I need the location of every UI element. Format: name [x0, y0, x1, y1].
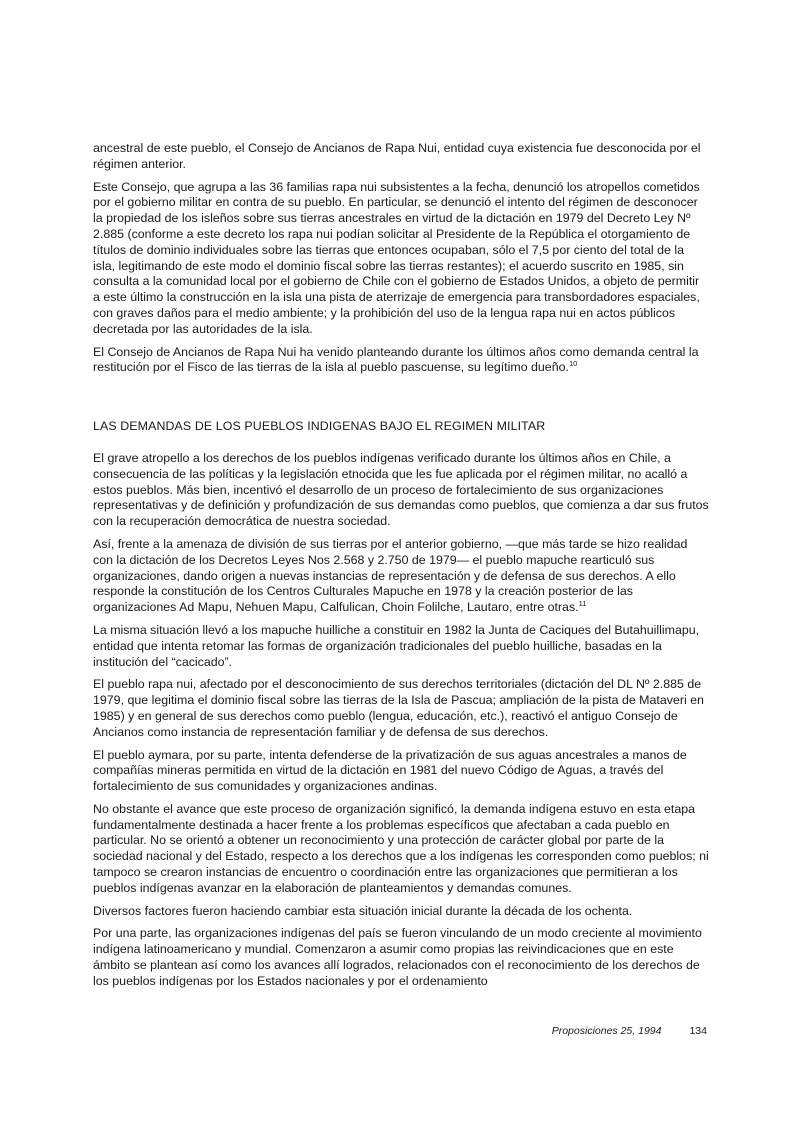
paragraph-consejo-denuncia: [93, 180, 709, 338]
paragraph-huilliche: [93, 623, 709, 670]
paragraph-text: La misma situación llevó a los mapuche huilliche a constituir en 1982 la Junta de Caciques del Butahuillimapu, entidad que intenta retomar las formas de organización tradicionales del pueblo huilliche, basadas en la institución del “cacicado”.: [93, 622, 700, 669]
paragraph-text: No obstante el avance que este proceso de organización significó, la demanda indígena estuvo en esta etapa fundamentalmente destinada a hacer frente a los problemas específicos que afectaban a cada pueblo en particular. No se orientó a obtener un reconocimiento y una protección de carácter global por parte de la sociedad nacional y del Estado, respecto a los derechos que a los indígenas les corresponden como pueblos; ni tampoco se crearon instancias de encuentro o coordinación entre las organizaciones que permitieran a los pueblos indígenas avanzar en la elaboración de planteamientos y demandas comunes.: [93, 801, 709, 895]
paragraph-atropello: [93, 451, 709, 530]
document-page: [93, 141, 709, 997]
paragraph-consejo-intro: [93, 141, 709, 173]
paragraph-consejo-demanda: [93, 345, 709, 377]
paragraph-rapa-nui: [93, 677, 709, 740]
paragraph-avance: [93, 802, 709, 897]
paragraph-factores: [93, 904, 709, 920]
footnote-marker: 10: [568, 359, 578, 369]
paragraph-aymara: [93, 748, 709, 795]
paragraph-text: El grave atropello a los derechos de los pueblos indígenas verificado durante los últimos años en Chile, a consecuencia de las políticas y la legislación etnocida que les fue aplicada por el régimen militar, no acalló a estos pueblos. Más bien, incentivó el desarrollo de un proceso de fortalecimiento de sus organizaciones representativas y de definición y profundización de sus demandas como pueblos, que comienza a dar sus frutos con la recuperación democrática de nuestra sociedad.: [93, 450, 709, 529]
paragraph-vinculacion: [93, 926, 709, 989]
paragraph-text: El pueblo aymara, por su parte, intenta defenderse de la privatización de sus aguas ancestrales a manos de compañías mineras permitida en virtud de la dictación en 1981 del nuevo Código de Aguas, a través del fortalecimiento de sus comunidades y organizaciones andinas.: [93, 747, 687, 794]
paragraph-text: El pueblo rapa nui, afectado por el desconocimiento de sus derechos territoriales (dictación del DL Nº 2.885 de 1979, que legitima el dominio fiscal sobre las tierras de la Isla de Pascua; ampliación de la pista de Mataveri en 1985) y en general de sus derechos como pueblo (lengua, educación, etc.), reactivó el antiguo Consejo de Ancianos como instancia de representación familiar y de defensa de sus derechos.: [93, 677, 704, 739]
paragraph-text: Así, frente a la amenaza de división de sus tierras por el anterior gobierno, —que más tarde se hizo realidad con la dictación de los Decretos Leyes Nos 2.568 y 2.750 de 1979— el pueblo mapuche rearticuló sus organizaciones, dando origen a nuevas instancias de representación y de defensa de sus derechos. A ello responde la constitución de los Centros Culturales Mapuche en 1978 y la creación posterior de las organizaciones Ad Mapu, Nehuen Mapu, Calfulican, Choin Folilche, Lautaro, entre otras.: [93, 536, 688, 615]
page-number: 134: [689, 1025, 707, 1037]
page-footer: [93, 1025, 707, 1038]
paragraph-text: ancestral de este pueblo, el Consejo de Ancianos de Rapa Nui, entidad cuya existencia fue desconocida por el régimen anterior.: [93, 141, 701, 171]
journal-citation: Proposiciones 25, 1994: [551, 1025, 662, 1037]
section-heading: LAS DEMANDAS DE LOS PUEBLOS INDIGENAS BAJO EL REGIMEN MILITAR: [93, 419, 546, 434]
paragraph-text: El Consejo de Ancianos de Rapa Nui ha venido planteando durante los últimos años como demanda central la restitución por el Fisco de las tierras de la isla al pueblo pascuense, su legítimo dueño.: [93, 344, 699, 375]
footnote-marker: 11: [578, 599, 587, 609]
paragraph-text: Diversos factores fueron haciendo cambiar esta situación inicial durante la década de los ochenta.: [93, 903, 633, 918]
paragraph-mapuche: [93, 537, 709, 616]
paragraph-text: Este Consejo, que agrupa a las 36 familias rapa nui subsistentes a la fecha, denunció los atropellos cometidos por el gobierno militar en contra de su pueblo. En particular, se denunció el intento del régimen de desconocer la propiedad de los isleños sobre sus tierras ancestrales en virtud de la dictación en 1979 del Decreto Ley Nº 2.885 (conforme a este decreto los rapa nui podían solicitar al Presidente de la República el otorgamiento de títulos de dominio individuales sobre las tierras que entonces ocupaban, sólo el 7,5 por ciento del total de la isla, legitimando de este modo el dominio fiscal sobre las tierras restantes); el acuerdo suscrito en 1985, sin consulta a la comunidad local por el gobierno de Chile con el gobierno de Estados Unidos, a objeto de permitir a este último la construcción en la isla una pista de aterrizaje de emergencia para transbordadores espaciales, con graves daños para el medio ambiente; y la prohibición del uso de la lengua rapa nui en actos públicos decretada por las autoridades de la isla.: [93, 179, 700, 336]
paragraph-text: Por una parte, las organizaciones indígenas del país se fueron vinculando de un modo creciente al movimiento indígena latinoamericano y mundial. Comenzaron a asumir como propias las reivindicaciones que en este ámbito se plantean así como los avances allí logrados, relacionados con el reconocimiento de los derechos de los pueblos indígenas por los Estados nacionales y por el ordenamiento: [93, 926, 702, 988]
